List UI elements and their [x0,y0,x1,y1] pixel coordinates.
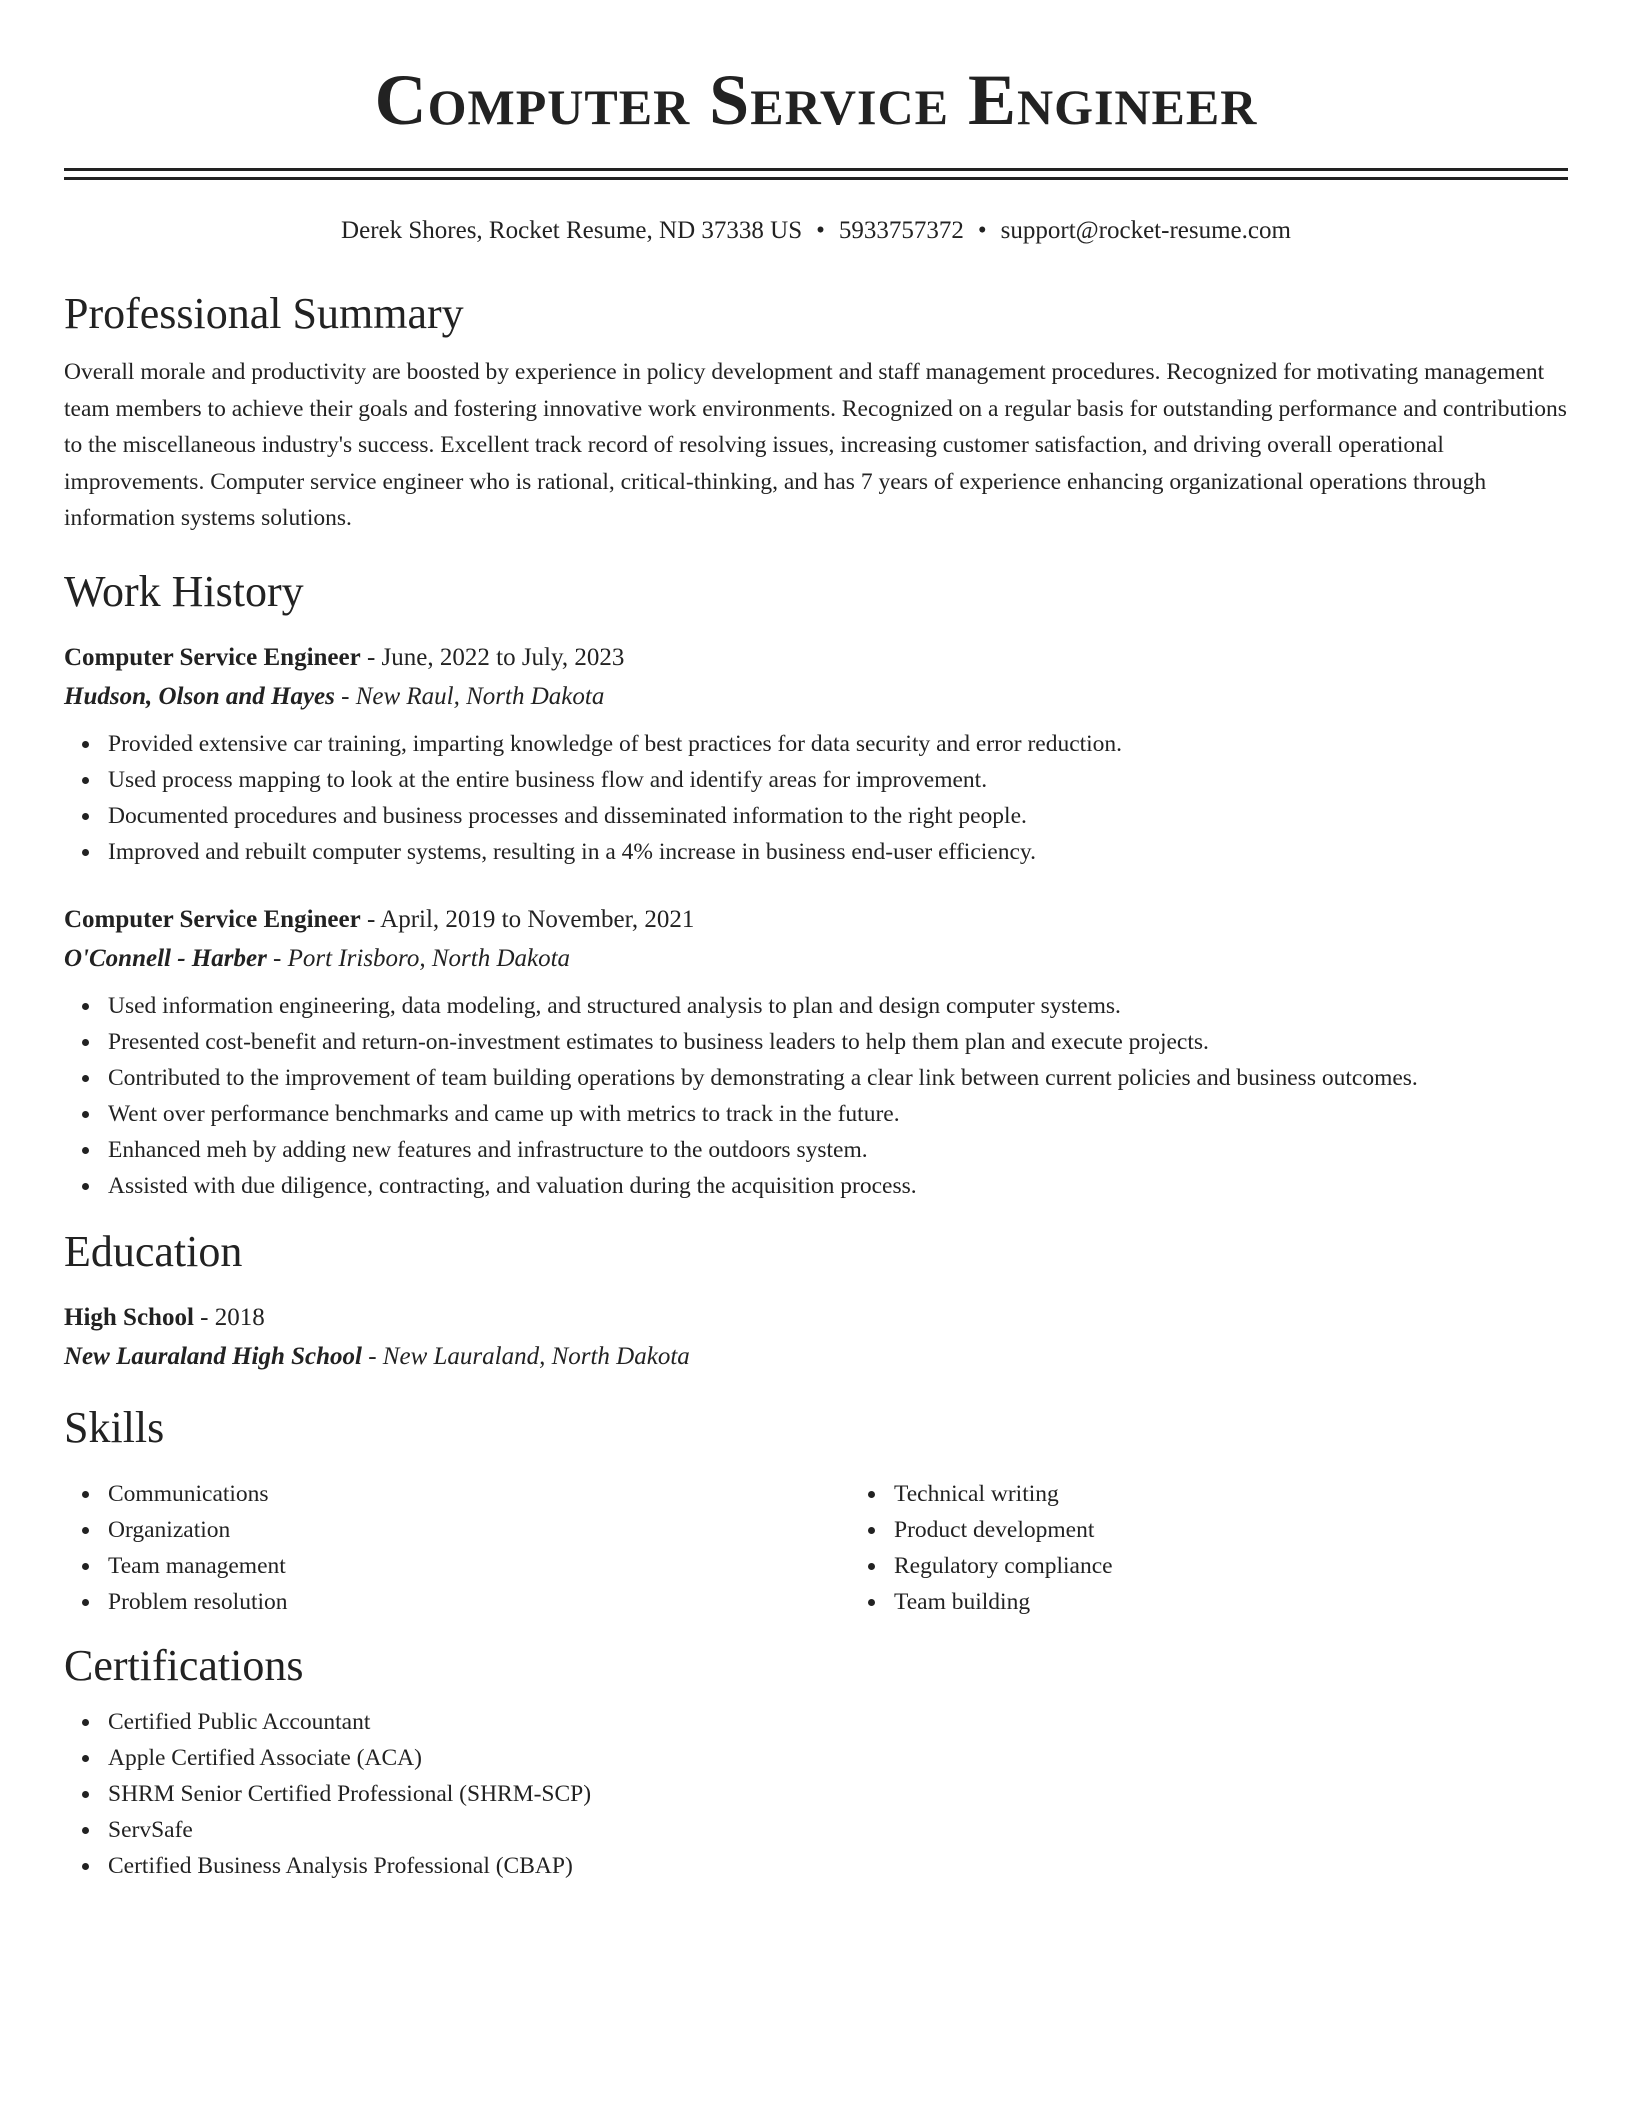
list-item: Organization [108,1512,850,1548]
certifications-list [64,1704,1568,1884]
education-entry [64,1298,1568,1376]
employer-line [64,677,1568,716]
employer-location: - New Raul, North Dakota [334,682,605,710]
list-item: Certified Business Analysis Professional (CBAP) [108,1848,1568,1884]
degree-name: High School [64,1303,194,1331]
resume-title: Computer Service Engineer [374,60,1258,140]
graduation-year: - 2018 [193,1303,265,1331]
job-title-line [64,900,1568,939]
education-heading: Education [64,1226,243,1276]
skills-columns [64,1466,1568,1620]
list-item: Problem resolution [108,1584,850,1620]
certifications-heading: Certifications [64,1640,304,1690]
list-item: Technical writing [894,1476,1568,1512]
list-item: Used information engineering, data modeling, and structured analysis to plan and design computer systems. [108,988,1568,1024]
list-item: Regulatory compliance [894,1548,1568,1584]
list-item: Went over performance benchmarks and came up with metrics to track in the future. [108,1096,1568,1132]
title-divider-top [64,168,1568,171]
contact-address: Derek Shores, Rocket Resume, ND 37338 US [341,217,803,244]
list-item: Team management [108,1548,850,1584]
list-item: Improved and rebuilt computer systems, resulting in a 4% increase in business end-user efficiency. [108,834,1568,870]
list-item: Certified Public Accountant [108,1704,1568,1740]
list-item: Apple Certified Associate (ACA) [108,1740,1568,1776]
list-item: Product development [894,1512,1568,1548]
list-item: SHRM Senior Certified Professional (SHRM-SCP) [108,1776,1568,1812]
job-title: Computer Service Engineer [64,643,361,671]
contact-line [64,214,1568,248]
job-dates: - June, 2022 to July, 2023 [360,643,625,671]
list-item: ServSafe [108,1812,1568,1848]
skills-list-right [850,1476,1568,1620]
employer-line [64,939,1568,978]
work-history-heading: Work History [64,566,304,616]
summary-text: Overall morale and productivity are boosted by experience in policy development and staff management procedures. Recognized for motivating management team members to achieve their goals and fostering innovative work environments. Recognized on a regular basis for outstanding performance and contributions to the miscellaneous industry's success. Excellent track record of resolving issues, increasing customer satisfaction, and driving overall operational improvements. Computer service engineer who is rational, critical-thinking, and has 7 years of experience enhancing organizational operations through information systems solutions. [64,359,1567,531]
contact-separator: • [977,217,987,244]
list-item: Provided extensive car training, imparting knowledge of best practices for data security and error reduction. [108,726,1568,762]
employer-name: Hudson, Olson and Hayes [64,682,335,710]
list-item: Enhanced meh by adding new features and infrastructure to the outdoors system. [108,1132,1568,1168]
school-name: New Lauraland High School [64,1342,362,1370]
summary-heading: Professional Summary [64,289,464,338]
job-bullets [64,988,1568,1204]
work-history-section [64,564,1568,1204]
employer-location: - Port Irisboro, North Dakota [266,944,571,972]
summary-section [64,286,1568,537]
list-item: Contributed to the improvement of team building operations by demonstrating a clear link between current policies and business outcomes. [108,1060,1568,1096]
list-item: Team building [894,1584,1568,1620]
job-bullets [64,726,1568,870]
skills-section [64,1400,1568,1620]
job-entry [64,638,1568,870]
list-item: Presented cost-benefit and return-on-investment estimates to business leaders to help them plan and execute projects. [108,1024,1568,1060]
job-dates: - April, 2019 to November, 2021 [360,905,695,933]
skills-heading: Skills [64,1402,165,1452]
list-item: Documented procedures and business processes and disseminated information to the right people. [108,798,1568,834]
job-title: Computer Service Engineer [64,905,361,933]
contact-phone: 5933757372 [838,217,964,244]
list-item: Communications [108,1476,850,1512]
certifications-section [64,1638,1568,1884]
job-title-line [64,638,1568,677]
degree-line [64,1298,1568,1337]
job-entry [64,900,1568,1204]
school-line [64,1337,1568,1376]
contact-separator: • [816,217,825,244]
education-section [64,1224,1568,1376]
title-divider-bottom [64,177,1568,180]
skills-list-left [64,1476,850,1620]
school-location: - New Lauraland, North Dakota [361,1342,690,1370]
list-item: Assisted with due diligence, contracting, and valuation during the acquisition process. [108,1168,1568,1204]
employer-name: O'Connell - Harber [64,944,267,972]
list-item: Used process mapping to look at the entire business flow and identify areas for improvement. [108,762,1568,798]
contact-email: support@rocket-resume.com [1000,217,1291,244]
